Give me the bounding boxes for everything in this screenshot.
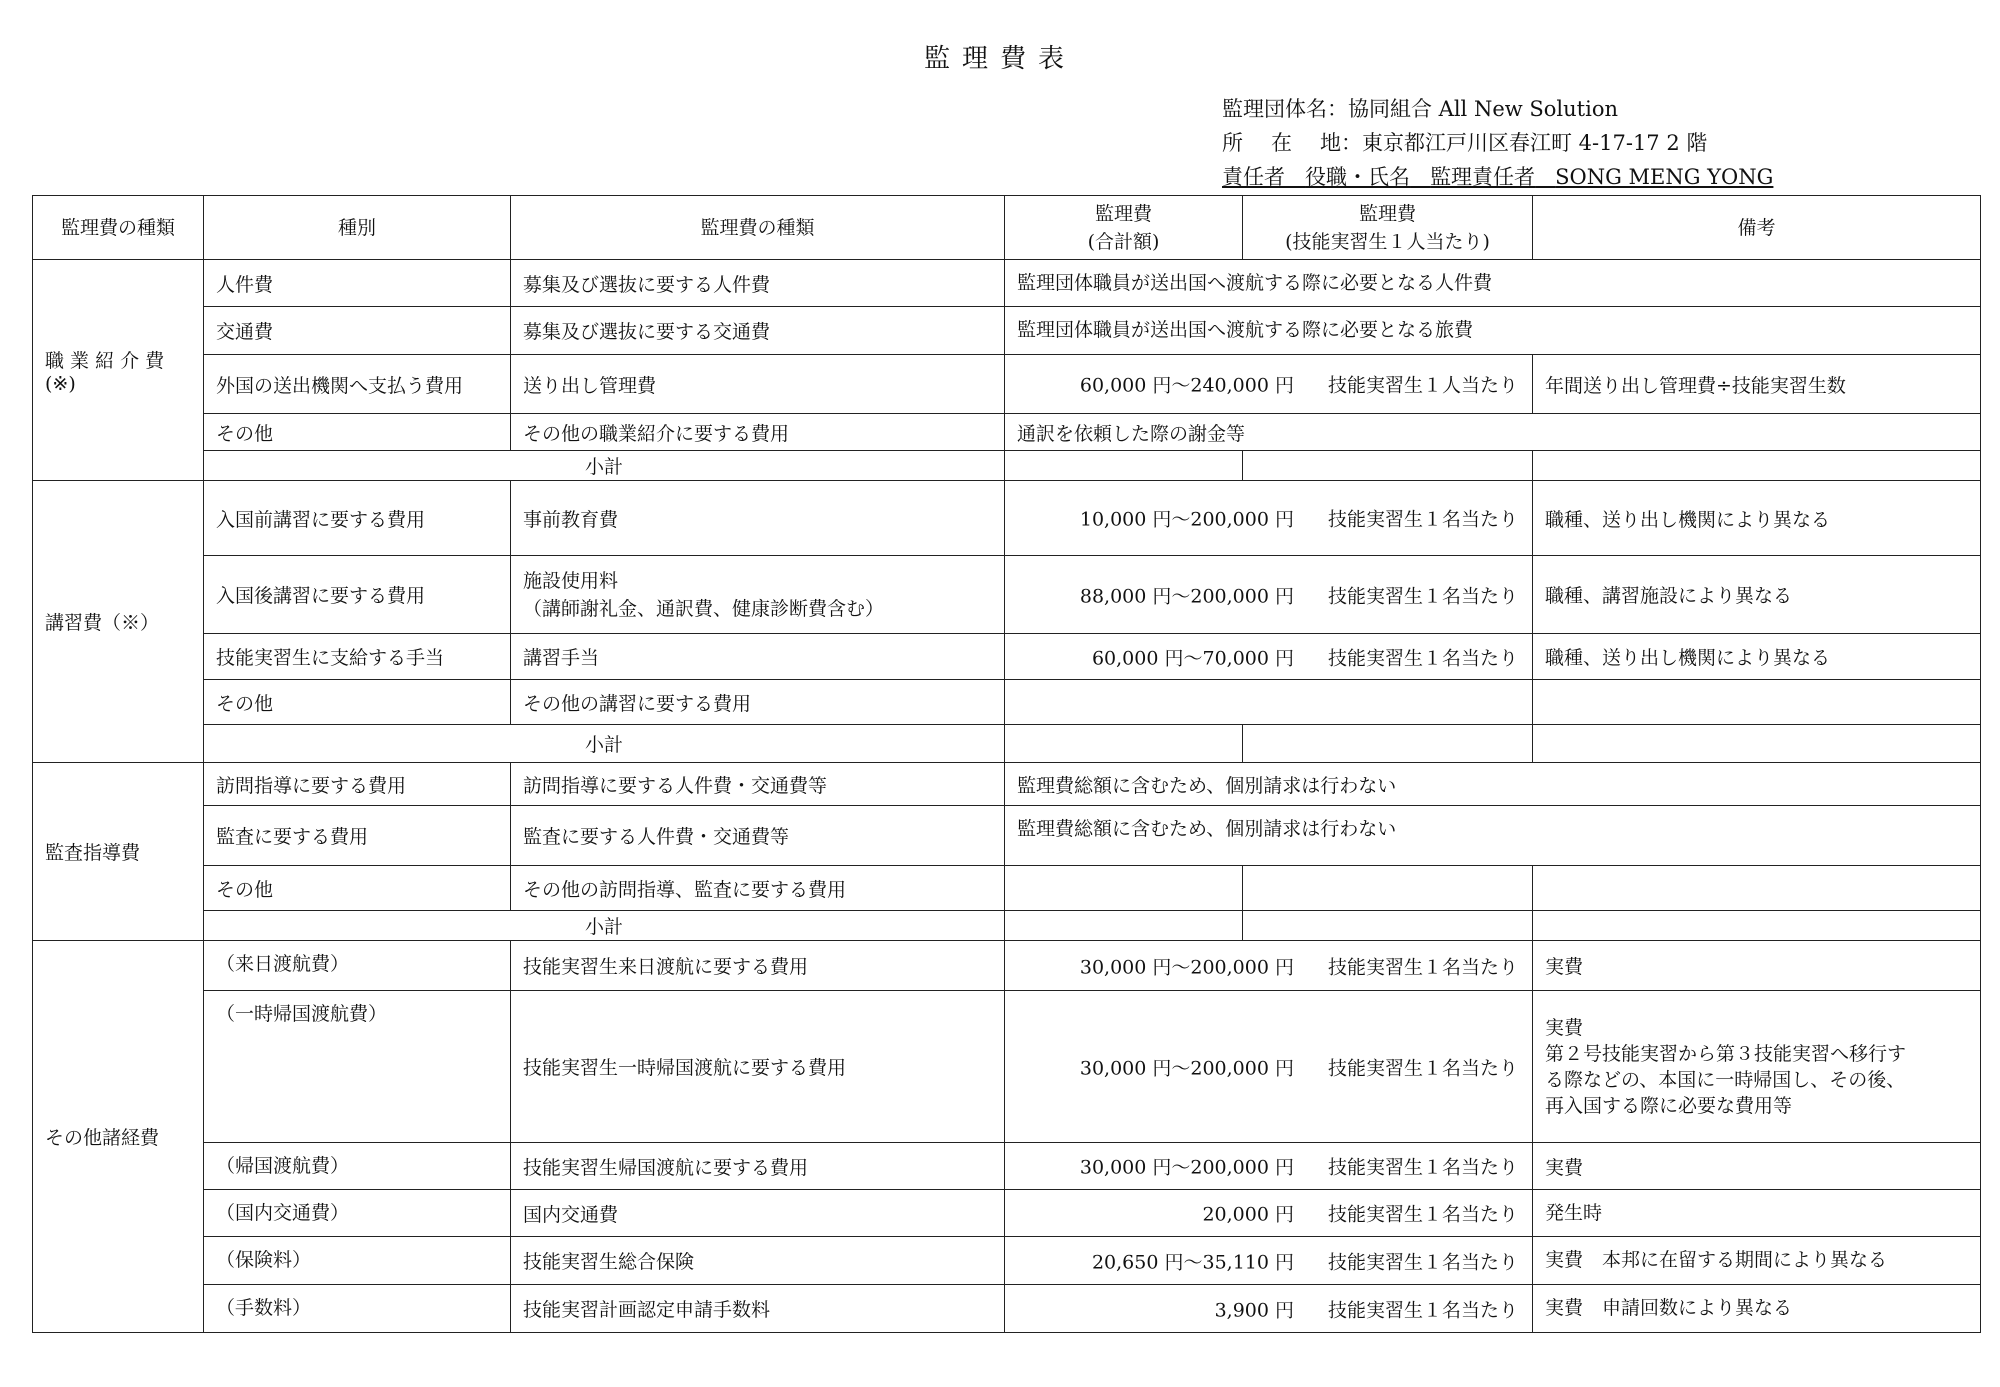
section-name-1-line-2: (※) — [45, 372, 76, 395]
col-header-type: 種別 — [204, 196, 511, 260]
table-row — [33, 556, 1981, 634]
resp-name: SONG MENG YONG — [1555, 165, 1774, 189]
per-cell — [1243, 866, 1533, 911]
subtotal-per — [1243, 451, 1533, 481]
note-cell: 実費 本邦に在留する期間により異なる — [1533, 1237, 1981, 1285]
desc-cell: 監理団体職員が送出国へ渡航する際に必要となる旅費 — [1005, 307, 1981, 355]
subtotal-per — [1243, 911, 1533, 941]
address: 東京都江戸川区春江町 4-17-17 2 階 — [1362, 131, 1708, 155]
amount-cell — [1005, 1143, 1533, 1190]
per-unit: 技能実習生１名当たり — [1327, 956, 1518, 978]
subtotal-total — [1005, 725, 1243, 763]
section-name-4: その他諸経費 — [33, 941, 204, 1333]
table-row — [33, 355, 1981, 414]
amount-range: 60,000 円～70,000 円 — [1091, 647, 1294, 669]
desc-cell: 監理団体職員が送出国へ渡航する際に必要となる人件費 — [1005, 260, 1981, 307]
table-row — [33, 866, 1981, 911]
fee-cell: 国内交通費 — [511, 1190, 1005, 1237]
amount-range: 20,650 円～35,110 円 — [1091, 1251, 1294, 1273]
section-name-2: 講習費（※） — [33, 481, 204, 763]
note-cell — [1533, 680, 1981, 725]
fee-line-2: （講師謝礼金、通訳費、健康診断費含む） — [523, 597, 885, 620]
type-cell: その他 — [204, 866, 511, 911]
responsible-line — [1222, 160, 1773, 194]
col-header-total-1: 監理費 — [1094, 202, 1152, 225]
table-header-row — [33, 196, 1981, 260]
fee-cell: その他の訪問指導、監査に要する費用 — [511, 866, 1005, 911]
fee-cell — [511, 556, 1005, 634]
type-cell: （保険料） — [204, 1237, 511, 1285]
per-unit: 技能実習生１名当たり — [1327, 508, 1518, 531]
address-label-1: 所 — [1222, 131, 1243, 155]
note-cell — [1533, 991, 1981, 1143]
fee-cell: 技能実習生来日渡航に要する費用 — [511, 941, 1005, 991]
table-row — [33, 634, 1981, 680]
fee-cell: 募集及び選抜に要する交通費 — [511, 307, 1005, 355]
subtotal-row — [33, 451, 1981, 481]
subtotal-note — [1533, 725, 1981, 763]
note-line-1: 実費 — [1545, 1016, 1584, 1039]
fee-cell: 技能実習生帰国渡航に要する費用 — [511, 1143, 1005, 1190]
amount-range: 20,000 円 — [1202, 1203, 1294, 1226]
header-info — [1222, 92, 1773, 194]
subtotal-row — [33, 911, 1981, 941]
amount-range: 3,900 円 — [1214, 1299, 1294, 1321]
section-name-1 — [33, 260, 204, 481]
table-row — [33, 1143, 1981, 1190]
type-cell: 入国前講習に要する費用 — [204, 481, 511, 556]
table-row — [33, 307, 1981, 355]
type-cell: その他 — [204, 680, 511, 725]
type-cell: 外国の送出機関へ支払う費用 — [204, 355, 511, 414]
type-cell: 人件費 — [204, 260, 511, 307]
desc-cell: 監理費総額に含むため、個別請求は行わない — [1005, 806, 1981, 866]
type-cell: 交通費 — [204, 307, 511, 355]
amount-range: 30,000 円～200,000 円 — [1079, 1057, 1294, 1079]
subtotal-note — [1533, 451, 1981, 481]
fee-cell: 技能実習計画認定申請手数料 — [511, 1285, 1005, 1333]
org-label: 監理団体名： — [1222, 97, 1348, 121]
note-cell: 職種、送り出し機関により異なる — [1533, 481, 1981, 556]
fee-cell: その他の職業紹介に要する費用 — [511, 414, 1005, 451]
org-name: 協同組合 All New Solution — [1348, 97, 1618, 121]
subtotal-label: 小計 — [204, 451, 1005, 481]
amount-cell — [1005, 1237, 1533, 1285]
subtotal-label: 小計 — [204, 725, 1005, 763]
fee-cell: 技能実習生一時帰国渡航に要する費用 — [511, 991, 1005, 1143]
per-unit: 技能実習生１名当たり — [1327, 585, 1518, 607]
per-unit: 技能実習生１名当たり — [1327, 1203, 1518, 1226]
fee-table — [32, 195, 1981, 1333]
amount-range: 30,000 円～200,000 円 — [1079, 1156, 1294, 1179]
table-row — [33, 481, 1981, 556]
type-cell: （手数料） — [204, 1285, 511, 1333]
table-row — [33, 991, 1981, 1143]
per-unit: 技能実習生１名当たり — [1327, 1057, 1518, 1079]
table-row — [33, 806, 1981, 866]
resp-title: 監理責任者 — [1430, 165, 1536, 189]
address-line — [1222, 126, 1773, 160]
amount-cell — [1005, 556, 1533, 634]
amount-cell — [1005, 941, 1533, 991]
org-line — [1222, 92, 1773, 126]
fee-cell: 監査に要する人件費・交通費等 — [511, 806, 1005, 866]
document-title: 監理費表 — [923, 44, 1076, 74]
type-cell: その他 — [204, 414, 511, 451]
amount-cell — [1005, 680, 1533, 725]
fee-line-1: 施設使用料 — [523, 569, 619, 592]
fee-cell: 講習手当 — [511, 634, 1005, 680]
col-header-kind: 監理費の種類 — [33, 196, 204, 260]
fee-cell: 送り出し管理費 — [511, 355, 1005, 414]
col-header-per — [1243, 196, 1533, 260]
note-line-3: る際などの、本国に一時帰国し、その後、 — [1545, 1068, 1906, 1091]
section-name-3: 監査指導費 — [33, 763, 204, 941]
subtotal-note — [1533, 911, 1981, 941]
type-cell: （帰国渡航費） — [204, 1143, 511, 1190]
table-row — [33, 414, 1981, 451]
table-row — [33, 1237, 1981, 1285]
resp-role: 役職・氏名 — [1305, 165, 1411, 189]
fee-cell: その他の講習に要する費用 — [511, 680, 1005, 725]
type-cell: 監査に要する費用 — [204, 806, 511, 866]
amount-range: 60,000 円～240,000 円 — [1079, 374, 1294, 397]
amount-cell — [1005, 1190, 1533, 1237]
fee-cell: 事前教育費 — [511, 481, 1005, 556]
note-cell — [1533, 866, 1981, 911]
type-cell: （国内交通費） — [204, 1190, 511, 1237]
col-header-per-1: 監理費 — [1358, 202, 1416, 225]
table-row — [33, 1285, 1981, 1333]
col-header-per-2: (技能実習生１人当たり) — [1285, 230, 1490, 253]
desc-cell: 通訳を依頼した際の謝金等 — [1005, 414, 1981, 451]
col-header-total — [1005, 196, 1243, 260]
per-unit: 技能実習生１名当たり — [1327, 1251, 1518, 1273]
note-cell: 実費 — [1533, 1143, 1981, 1190]
subtotal-total — [1005, 451, 1243, 481]
amount-range: 88,000 円～200,000 円 — [1079, 585, 1294, 607]
note-cell: 職種、送り出し機関により異なる — [1533, 634, 1981, 680]
fee-cell: 技能実習生総合保険 — [511, 1237, 1005, 1285]
table-row — [33, 1190, 1981, 1237]
per-unit: 技能実習生１名当たり — [1327, 1156, 1518, 1179]
subtotal-total — [1005, 911, 1243, 941]
col-header-note: 備考 — [1533, 196, 1981, 260]
note-line-2: 第２号技能実習から第３技能実習へ移行す — [1545, 1042, 1907, 1065]
col-header-total-2: (合計額) — [1087, 230, 1160, 253]
table-row — [33, 763, 1981, 806]
amount-cell — [1005, 355, 1533, 414]
type-cell: （一時帰国渡航費） — [204, 991, 511, 1143]
col-header-fee-type: 監理費の種類 — [511, 196, 1005, 260]
per-unit: 技能実習生１人当たり — [1327, 374, 1518, 397]
resp-label: 責任者 — [1222, 165, 1285, 189]
note-cell: 年間送り出し管理費÷技能実習生数 — [1533, 355, 1981, 414]
subtotal-row — [33, 725, 1981, 763]
address-label-2: 在 — [1271, 131, 1292, 155]
fee-cell: 募集及び選抜に要する人件費 — [511, 260, 1005, 307]
table-row — [33, 680, 1981, 725]
section-name-1-line-1: 職 業 紹 介 費 — [45, 349, 165, 372]
per-unit: 技能実習生１名当たり — [1327, 1299, 1518, 1321]
amount-cell — [1005, 634, 1533, 680]
amount-range: 10,000 円～200,000 円 — [1079, 508, 1294, 531]
note-cell: 発生時 — [1533, 1190, 1981, 1237]
type-cell: 訪問指導に要する費用 — [204, 763, 511, 806]
fee-cell: 訪問指導に要する人件費・交通費等 — [511, 763, 1005, 806]
type-cell: （来日渡航費） — [204, 941, 511, 991]
note-line-4: 再入国する際に必要な費用等 — [1545, 1094, 1793, 1117]
note-cell: 実費 申請回数により異なる — [1533, 1285, 1981, 1333]
note-cell: 実費 — [1533, 941, 1981, 991]
address-label-3: 地： — [1320, 131, 1362, 155]
per-unit: 技能実習生１名当たり — [1327, 647, 1518, 669]
note-cell: 職種、講習施設により異なる — [1533, 556, 1981, 634]
type-cell: 技能実習生に支給する手当 — [204, 634, 511, 680]
subtotal-per — [1243, 725, 1533, 763]
amount-range: 30,000 円～200,000 円 — [1079, 956, 1294, 978]
table-row — [33, 260, 1981, 307]
table-row — [33, 941, 1981, 991]
amount-cell — [1005, 1285, 1533, 1333]
desc-cell: 監理費総額に含むため、個別請求は行わない — [1005, 763, 1981, 806]
subtotal-label: 小計 — [204, 911, 1005, 941]
amount-cell — [1005, 991, 1533, 1143]
total-cell — [1005, 866, 1243, 911]
amount-cell — [1005, 481, 1533, 556]
type-cell: 入国後講習に要する費用 — [204, 556, 511, 634]
